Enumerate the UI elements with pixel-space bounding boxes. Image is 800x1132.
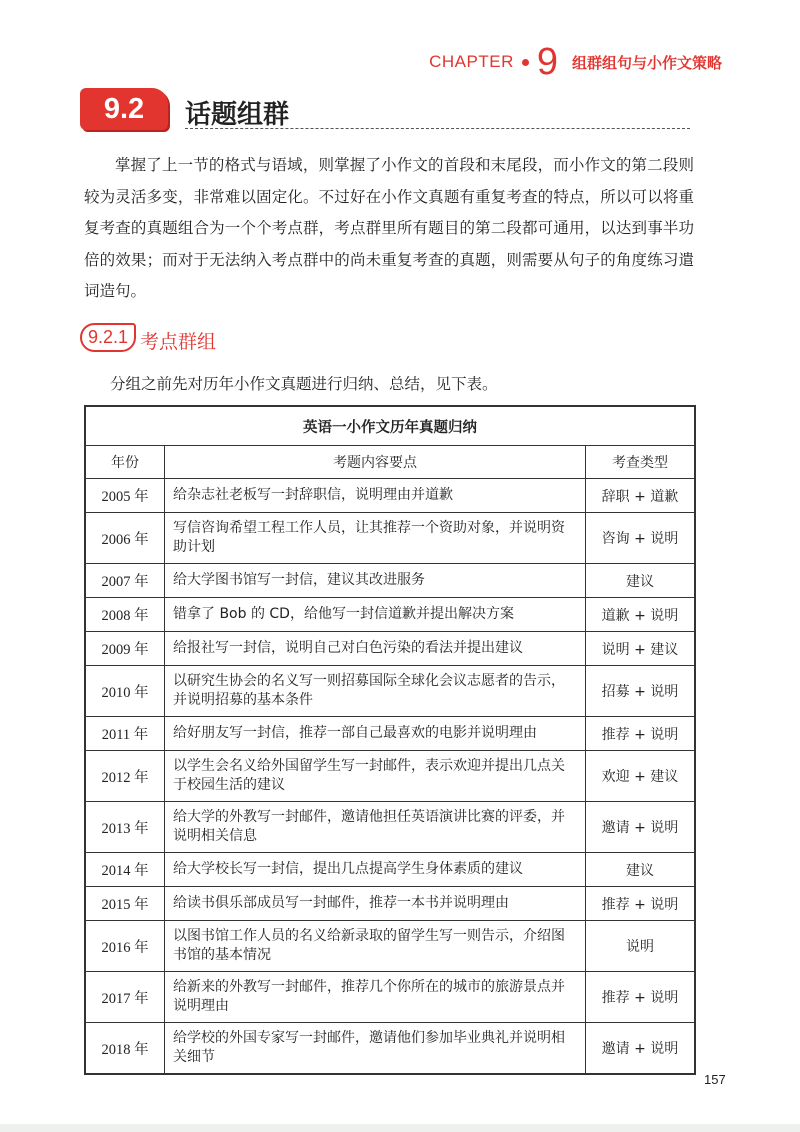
- row-year: 2010 年: [85, 666, 165, 717]
- chapter-header: [429, 41, 722, 83]
- row-content: 以研究生协会的名义写一则招募国际全球化会议志愿者的告示，并说明招募的基本条件: [165, 666, 586, 717]
- row-content: 给读书俱乐部成员写一封邮件，推荐一本书并说明理由: [165, 887, 586, 921]
- chapter-label: CHAPTER: [429, 52, 514, 71]
- header-type: 考查类型: [586, 446, 696, 479]
- row-type: 道歉 + 说明: [586, 598, 696, 632]
- row-content: 给杂志社老板写一封辞职信，说明理由并道歉: [165, 479, 586, 513]
- row-content: 错拿了 Bob 的 CD，给他写一封信道歉并提出解决方案: [165, 598, 586, 632]
- table-row: [85, 921, 695, 972]
- row-content: 给大学校长写一封信，提出几点提高学生身体素质的建议: [165, 853, 586, 887]
- page-bottom-edge: [0, 1124, 800, 1132]
- table-row: [85, 632, 695, 666]
- table-row: [85, 479, 695, 513]
- section-title: 话题组群: [185, 100, 290, 130]
- row-type: 说明: [586, 921, 696, 972]
- section-number-badge: 9.2: [80, 88, 168, 130]
- row-content: 给学校的外国专家写一封邮件，邀请他们参加毕业典礼并说明相关细节: [165, 1023, 586, 1075]
- row-year: 2015 年: [85, 887, 165, 921]
- subsection-title: 考点群组: [140, 331, 217, 353]
- table-row: [85, 887, 695, 921]
- table-row: [85, 666, 695, 717]
- row-year: 2018 年: [85, 1023, 165, 1075]
- row-year: 2014 年: [85, 853, 165, 887]
- row-year: 2008 年: [85, 598, 165, 632]
- table-row: [85, 802, 695, 853]
- row-year: 2016 年: [85, 921, 165, 972]
- row-type: 建议: [586, 564, 696, 598]
- chapter-number: 9: [536, 41, 558, 83]
- row-type: 邀请 + 说明: [586, 802, 696, 853]
- row-type: 推荐 + 说明: [586, 717, 696, 751]
- header-content: 考题内容要点: [165, 446, 586, 479]
- table-row: [85, 972, 695, 1023]
- row-year: 2006 年: [85, 513, 165, 564]
- row-content: 写信咨询希望工程工作人员，让其推荐一个资助对象，并说明资助计划: [165, 513, 586, 564]
- table-header-row: [85, 446, 695, 479]
- row-year: 2007 年: [85, 564, 165, 598]
- row-year: 2017 年: [85, 972, 165, 1023]
- row-type: 欢迎 + 建议: [586, 751, 696, 802]
- row-type: 建议: [586, 853, 696, 887]
- row-type: 推荐 + 说明: [586, 972, 696, 1023]
- row-content: 给大学图书馆写一封信，建议其改进服务: [165, 564, 586, 598]
- table-row: [85, 751, 695, 802]
- row-type: 说明 + 建议: [586, 632, 696, 666]
- lead-text: 分组之前先对历年小作文真题进行归纳、总结，见下表。: [110, 375, 498, 393]
- row-year: 2005 年: [85, 479, 165, 513]
- exam-summary-table: [84, 405, 696, 1075]
- header-year: 年份: [85, 446, 165, 479]
- row-content: 给报社写一封信，说明自己对白色污染的看法并提出建议: [165, 632, 586, 666]
- row-content: 给新来的外教写一封邮件，推荐几个你所在的城市的旅游景点并说明理由: [165, 972, 586, 1023]
- subsection-number-badge: 9.2.1: [80, 323, 136, 352]
- row-type: 推荐 + 说明: [586, 887, 696, 921]
- section-divider: [185, 128, 690, 129]
- table-caption: 英语一小作文历年真题归纳: [85, 406, 695, 446]
- intro-paragraph: 掌握了上一节的格式与语域，则掌握了小作文的首段和末尾段，而小作文的第二段则较为灵活多变，非常难以固定化。不过好在小作文真题有重复考查的特点，所以可以将重复考查的真题组合为一个个考点群，考点群里所有题目的第二段都可通用，以达到事半功倍的效果；而对于无法纳入考点群中的尚未重复考查的真题，则需要从句子的角度练习遣词造句。: [84, 156, 694, 300]
- table-row: [85, 564, 695, 598]
- table-row: [85, 513, 695, 564]
- row-year: 2011 年: [85, 717, 165, 751]
- row-year: 2013 年: [85, 802, 165, 853]
- chapter-dot-icon: [522, 59, 529, 66]
- row-content: 以图书馆工作人员的名义给新录取的留学生写一则告示，介绍图书馆的基本情况: [165, 921, 586, 972]
- row-type: 咨询 + 说明: [586, 513, 696, 564]
- row-content: 给好朋友写一封信，推荐一部自己最喜欢的电影并说明理由: [165, 717, 586, 751]
- row-year: 2009 年: [85, 632, 165, 666]
- page-number: 157: [704, 1072, 726, 1087]
- row-type: 招募 + 说明: [586, 666, 696, 717]
- table-row: [85, 717, 695, 751]
- table-row: [85, 853, 695, 887]
- table-row: [85, 598, 695, 632]
- chapter-title: 组群组句与小作文策略: [571, 53, 722, 72]
- row-content: 给大学的外教写一封邮件，邀请他担任英语演讲比赛的评委，并说明相关信息: [165, 802, 586, 853]
- row-content: 以学生会名义给外国留学生写一封邮件，表示欢迎并提出几点关于校园生活的建议: [165, 751, 586, 802]
- row-type: 邀请 + 说明: [586, 1023, 696, 1075]
- row-type: 辞职 + 道歉: [586, 479, 696, 513]
- table-row: [85, 1023, 695, 1075]
- row-year: 2012 年: [85, 751, 165, 802]
